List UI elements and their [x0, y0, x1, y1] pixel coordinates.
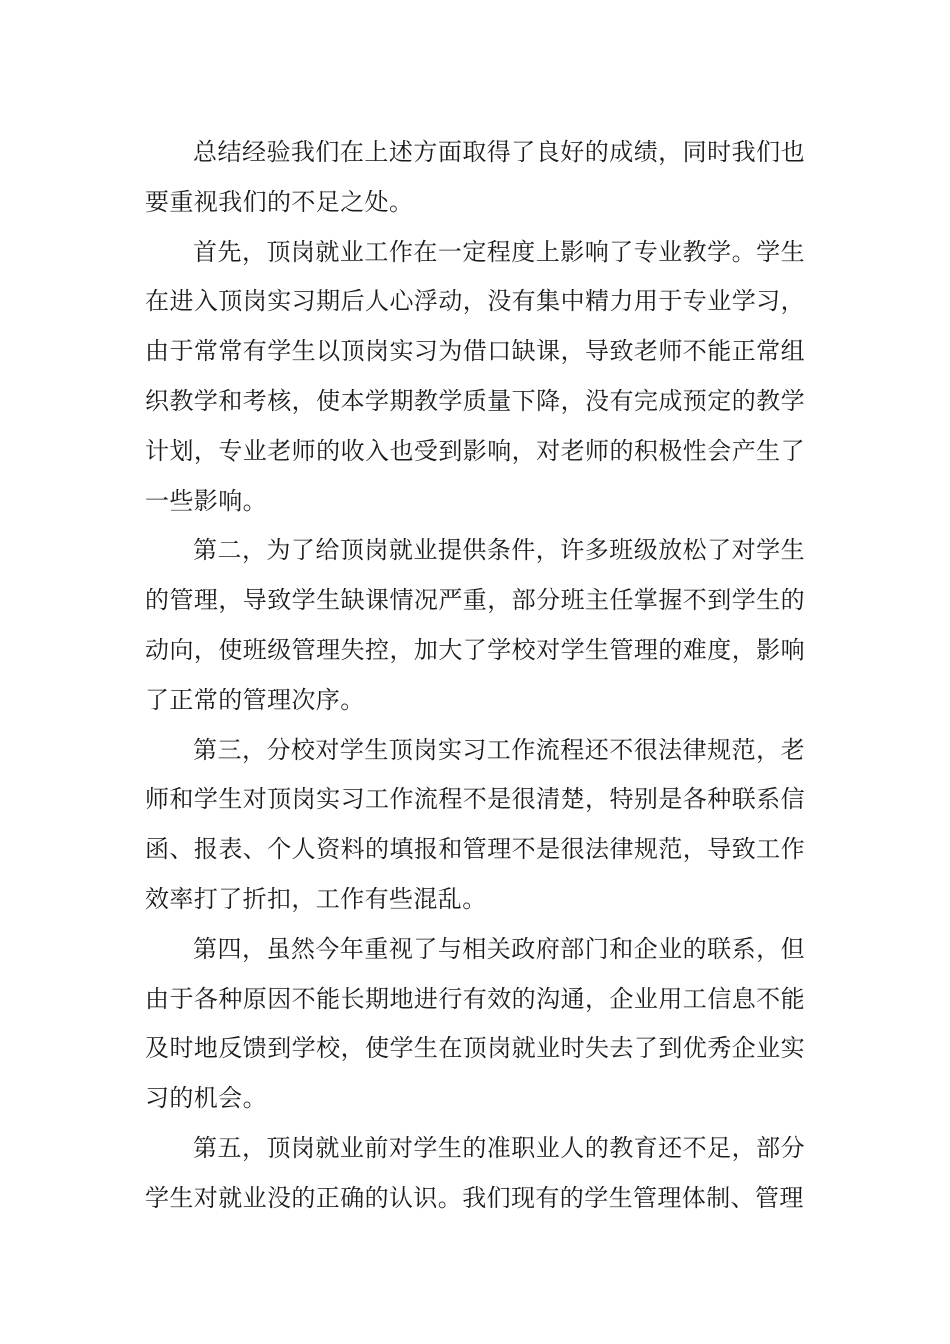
document-body	[145, 128, 805, 1224]
paragraph-first: 首先，顶岗就业工作在一定程度上影响了专业教学。学生在进入顶岗实习期后人心浮动，没有集中精力用于专业学习，由于常常有学生以顶岗实习为借口缺课，导致老师不能正常组织教学和考核，使本学期教学质量下降，没有完成预定的教学计划，专业老师的收入也受到影响，对老师的积极性会产生了一些影响。	[145, 237, 805, 515]
paragraph-third: 第三，分校对学生顶岗实习工作流程还不很法律规范，老师和学生对顶岗实习工作流程不是很清楚，特别是各种联系信函、报表、个人资料的填报和管理不是很法律规范，导致工作效率打了折扣，工作有些混乱。	[145, 735, 805, 913]
paragraph-fourth: 第四，虽然今年重视了与相关政府部门和企业的联系，但由于各种原因不能长期地进行有效的沟通，企业用工信息不能及时地反馈到学校，使学生在顶岗就业时失去了到优秀企业实习的机会。	[145, 934, 805, 1113]
paragraph-second: 第二，为了给顶岗就业提供条件，许多班级放松了对学生的管理，导致学生缺课情况严重，部分班主任掌握不到学生的动向，使班级管理失控，加大了学校对学生管理的难度，影响了正常的管理次序。	[145, 536, 805, 714]
paragraph-summary: 总结经验我们在上述方面取得了良好的成绩，同时我们也要重视我们的不足之处。	[145, 138, 805, 216]
paragraph-fifth: 第五，顶岗就业前对学生的准职业人的教育还不足，部分学生对就业没的正确的认识。我们现有的学生管理体制、管理	[145, 1133, 805, 1212]
